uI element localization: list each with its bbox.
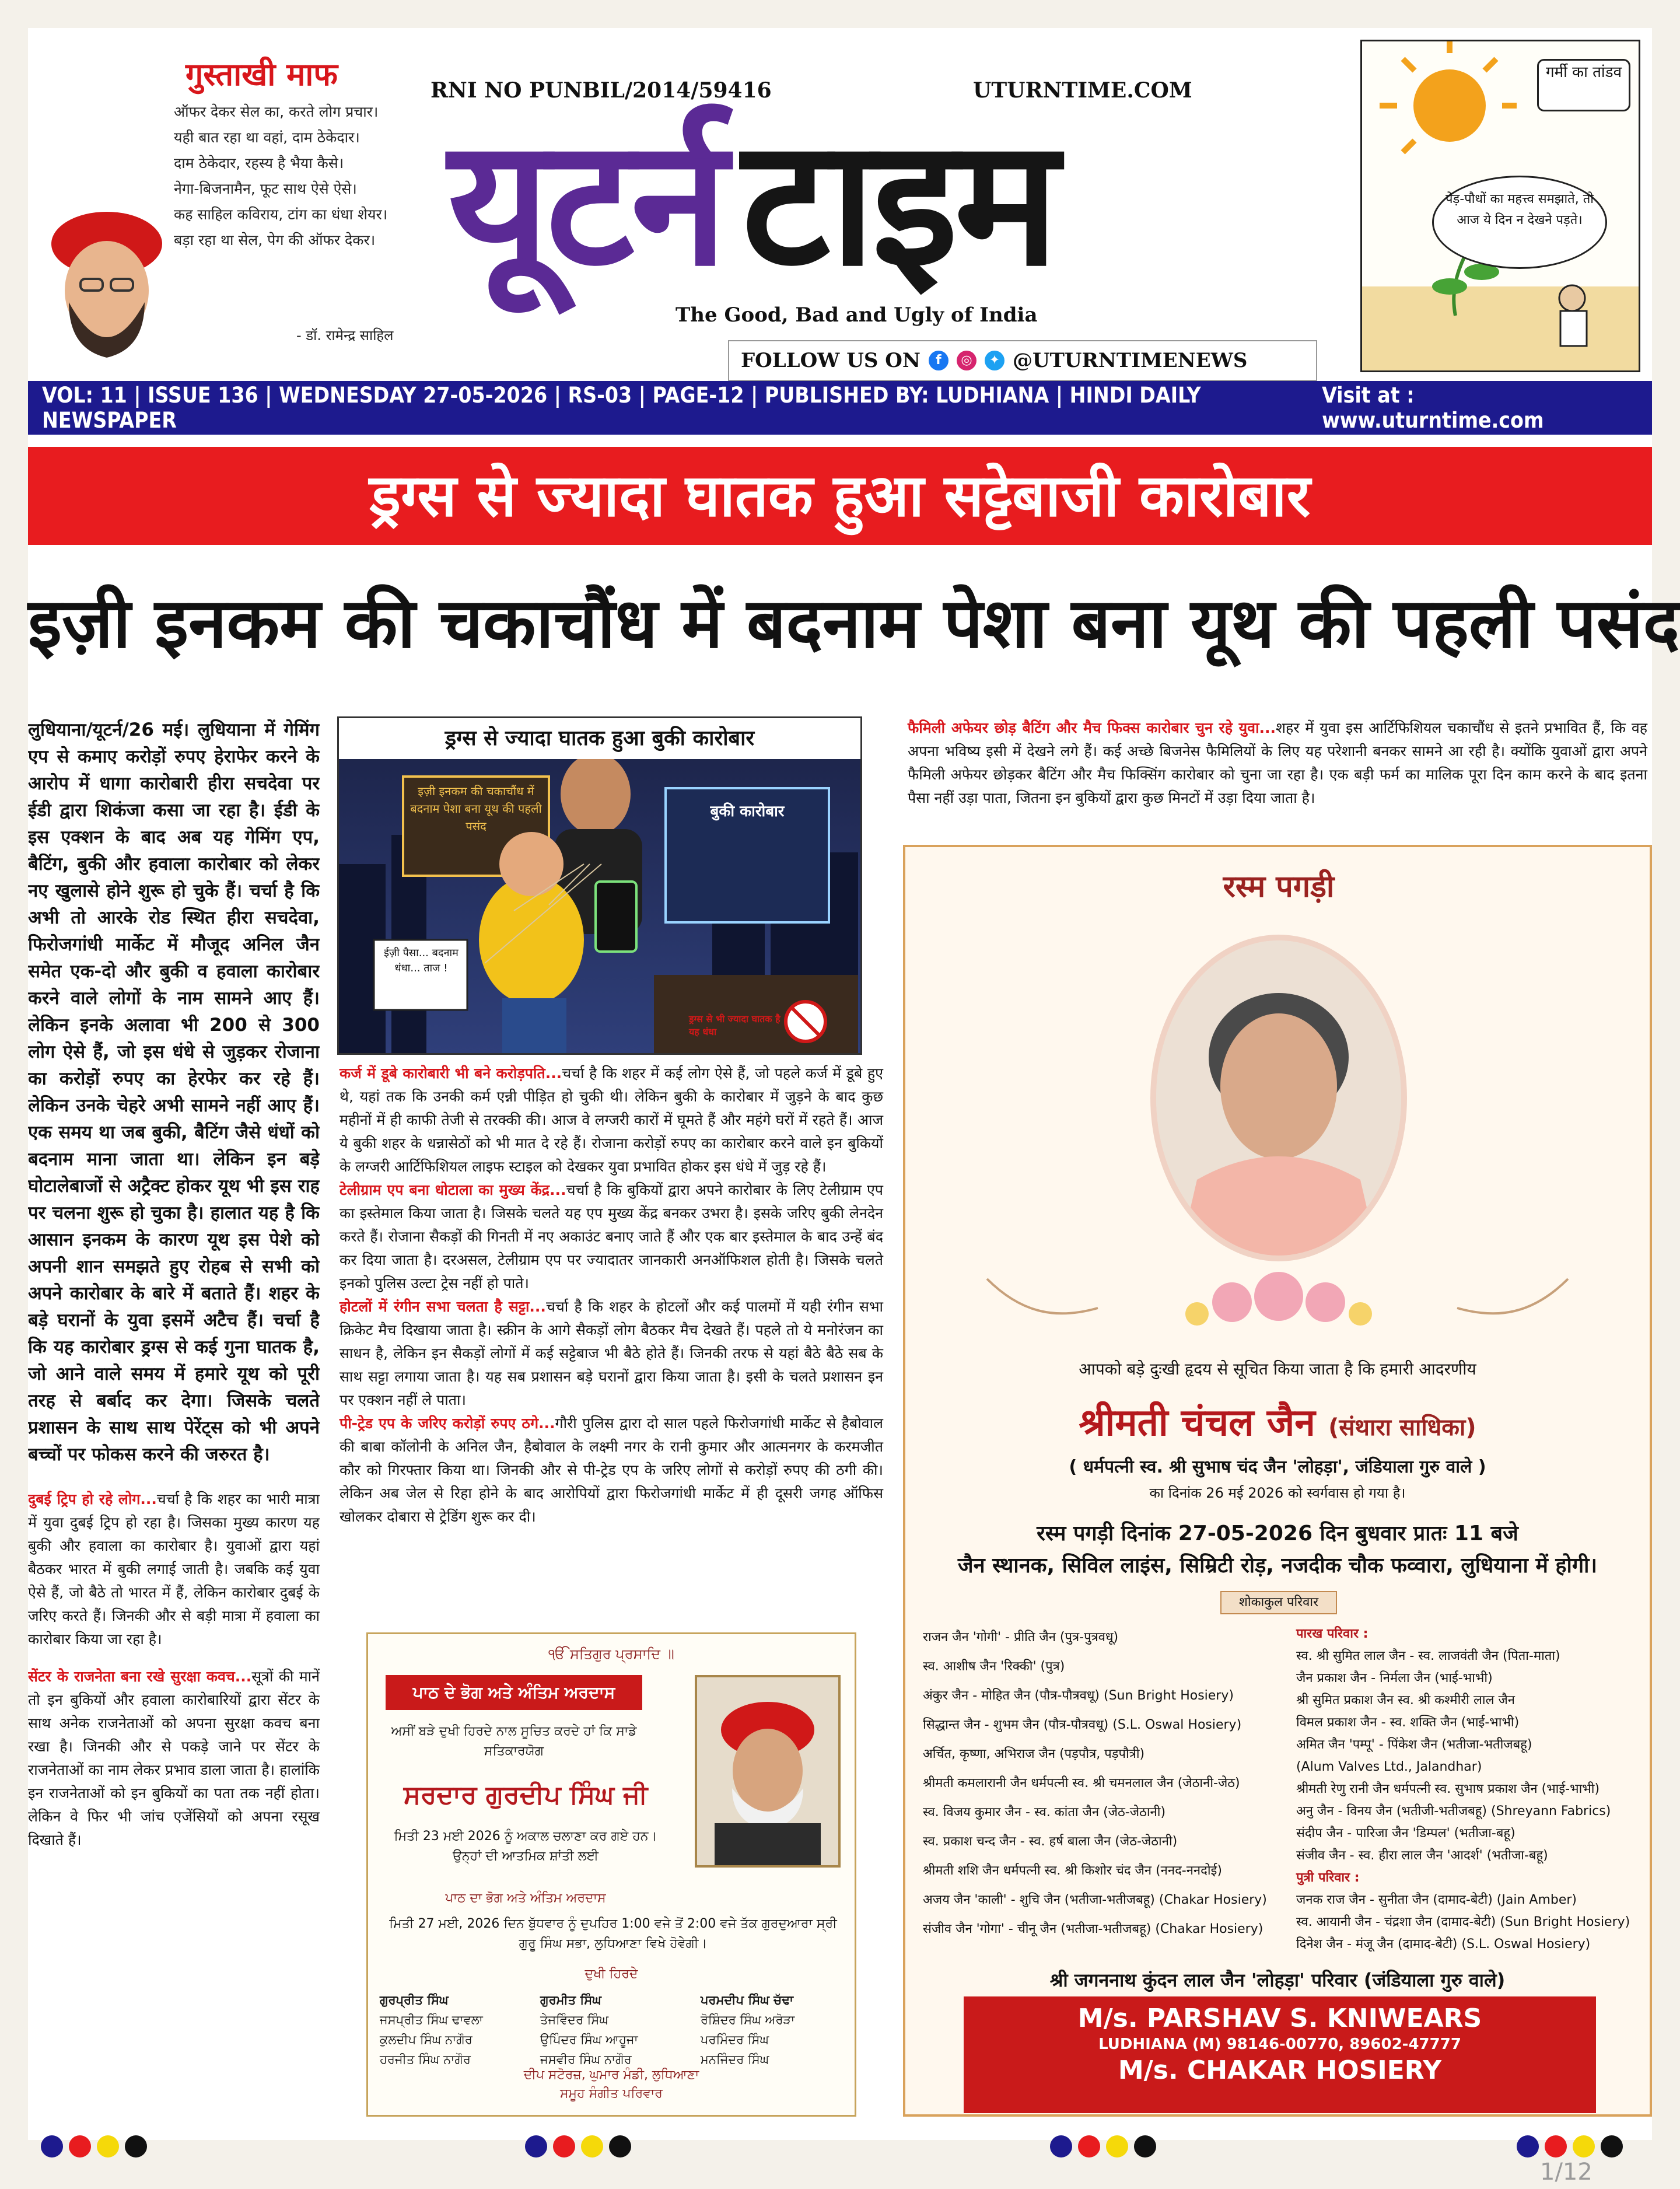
ad-family-names <box>380 1990 846 2069</box>
ad-ceremony-time: रस्म पगड़ी दिनांक 27-05-2026 दिन बुधवार प्रातः 11 बजे <box>1037 1522 1518 1545</box>
family-member: स्व. प्रकाश चन्द जैन - स्व. हर्ष बाला जैन (जेठ-जेठानी) <box>923 1834 1178 1849</box>
deceased-photo <box>695 1675 841 1868</box>
name: ਗੁਰਪ੍ਰੀਤ ਸਿੰਘ <box>380 1993 449 2007</box>
ad-date: ਮਿਤੀ 23 ਮਈ 2026 ਨੂੰ ਅਕਾਲ ਚਲਾਣਾ ਕਰ ਗਏ ਹਨ। ਉਨ੍ਹਾਂ ਦੀ ਆਤਮਿਕ ਸ਼ਾਂਤੀ ਲਈ <box>394 1829 657 1863</box>
name: ਜਸਪ੍ਰੀਤ ਸਿੰਘ ਢਾਵਲਾ <box>380 2013 483 2027</box>
verse-line: यही बात रहा था वहां, दाम ठेकेदार। <box>174 129 360 146</box>
cartoon-title: गर्मी का तांडव <box>1537 59 1630 111</box>
rni-number: RNI NO PUNBIL/2014/59416 <box>430 78 772 103</box>
ad-title: रस्म पगड़ी <box>1223 869 1335 904</box>
family-member: अमित जैन 'पम्पू' - पिंकेश जैन (भतीजा-भतीजबहू) <box>1296 1737 1532 1752</box>
logo-part-1: यूटर्न <box>448 101 724 305</box>
sponsor-contact: LUDHIANA (M) 98146-00770, 89602-47777 <box>1098 2036 1461 2053</box>
newspaper-page <box>28 28 1680 2140</box>
editorial-cartoon <box>1360 40 1640 372</box>
follow-bar <box>728 340 1317 381</box>
issue-info: VOL: 11 | ISSUE 136 | WEDNESDAY 27-05-2026 | RS-03 | PAGE-12 | PUBLISHED BY: LUDHIANA | HINDI DAILY NEWSPAPER <box>42 383 1201 433</box>
reg-dot <box>1545 2135 1567 2157</box>
subhead: कर्ज में डूबे कारोबारी भी बने करोड़पति... <box>340 1065 562 1082</box>
ad-bhog-details: ਮਿਤੀ 27 ਮਈ, 2026 ਦਿਨ ਬੁੱਧਵਾਰ ਨੂੰ ਦੁਪਹਿਰ 1:00 ਵਜੇ ਤੋਂ 2:00 ਵਜੇ ਤੱਕ ਗੁਰਦੁਆਰਾ ਸ੍ਰੀ ਗੁਰੂ ਸਿੰਘ ਸਭਾ, ਲੁਧਿਆਣਾ ਵਿਖੇ ਹੋਵੇਗੀ। <box>389 1917 837 1951</box>
article-paragraph <box>28 1665 320 1852</box>
ad-sponsor-band <box>964 1996 1596 2113</box>
family-member: विमल प्रकाश जैन - स्व. शक्ति जैन (भाई-भाभी) <box>1296 1715 1520 1730</box>
reg-dot <box>581 2135 603 2157</box>
family-member: स्व. आयानी जैन - चंद्रशा जैन (दामाद-बेटी) (Sun Bright Hosiery) <box>1296 1915 1630 1929</box>
family-member: संजीव जैन 'गोगा' - चीनू जैन (भतीजा-भतीजबहू) (Chakar Hosiery) <box>923 1922 1264 1936</box>
family-member: अंकुर जैन - मोहित जैन (पौत्र-पौत्रवधू) (Sun Bright Hosiery) <box>923 1688 1234 1703</box>
deceased-portrait <box>1156 940 1401 1256</box>
family-member: स्व. श्री सुमित लाल जैन - स्व. लाजवंती जैन (पिता-माता) <box>1296 1649 1560 1663</box>
ad-death-date: का दिनांक 26 मई 2026 को स्वर्गवास हो गया है। <box>1149 1485 1406 1501</box>
family-member: सिद्धान्त जैन - शुभम जैन (पौत्र-पौत्रवधू) (S.L. Oswal Hosiery) <box>923 1718 1242 1732</box>
site-url-top[interactable]: UTURNTIME.COM <box>973 78 1192 103</box>
name: ਉਪਿੰਦਰ ਸਿੰਘ ਆਹੂਜਾ <box>540 2033 638 2047</box>
twitter-icon[interactable]: ✦ <box>985 351 1005 370</box>
obituary-ad-punjabi <box>366 1632 856 2117</box>
subhead: फैमिली अफेयर छोड़ बैटिंग और मैच फिक्स कारोबार चुन रहे युवा... <box>908 719 1276 736</box>
reg-dot <box>525 2135 547 2157</box>
name: ਰੋਸ਼ਿੰਦਰ ਸਿੰਘ ਅਰੋੜਾ <box>701 2013 795 2027</box>
registration-marks <box>41 2135 147 2157</box>
column-author: - डॉ. रामेन्द्र साहिल <box>296 327 394 344</box>
article-paragraph <box>340 1179 883 1295</box>
name: ਪਰਮਿੰਦਰ ਸਿੰਘ <box>701 2033 769 2047</box>
illustration-title: ड्रग्स से ज्यादा घातक हुआ बुकी कारोबार <box>339 718 860 759</box>
article-illustration <box>337 716 862 1055</box>
gustakhi-column <box>40 51 436 355</box>
column-verse <box>174 99 436 253</box>
family-member: स्व. आशीष जैन 'रिक्की' (पुत्र) <box>923 1659 1065 1674</box>
ad-invocation: ੴ ਸਤਿਗੁਰ ਪ੍ਰਸਾਦਿ ॥ <box>548 1646 674 1662</box>
ad-note: ਪਾਠ ਦਾ ਭੋਗ ਅਤੇ ਅੰਤਿਮ ਅਰਦਾਸ <box>445 1891 606 1905</box>
family-member: (Alum Valves Ltd., Jalandhar) <box>1296 1760 1482 1774</box>
ad-relation: ( धर्मपत्नी स्व. श्री सुभाष चंद जैन 'लोहड़ा', जंडियाला गुरु वाले ) <box>1069 1457 1486 1477</box>
kicker-headline: ड्रग्स से ज्यादा घातक हुआ सट्टेबाजी कारोबार <box>28 447 1652 545</box>
family-member: संजीव जैन - स्व. हीरा लाल जैन 'आदर्श' (भतीजा-बहू) <box>1296 1848 1548 1863</box>
illustration-warning: ड्रग्स से भी ज्यादा घातक है यह धंधा <box>689 1013 780 1037</box>
ad-deceased-name <box>905 1396 1650 1446</box>
page-number: 1/12 <box>1540 2159 1592 2185</box>
reg-dot <box>97 2135 119 2157</box>
reg-dot <box>1078 2135 1100 2157</box>
name: ਮਨਜਿੰਦਰ ਸਿੰਘ <box>701 2052 769 2066</box>
visit-site[interactable]: Visit at : www.uturntime.com <box>1322 383 1544 433</box>
family-member: स्व. विजय कुमार जैन - स्व. कांता जैन (जेठ-जेठानी) <box>923 1805 1166 1820</box>
illustration-caption: इज़ी इनकम की चकाचौंध में बदनाम पेशा बना यूथ की पहली पसंद <box>410 784 542 833</box>
family-member: अनु जैन - विनय जैन (भतीजी-भतीजबहू) (Shreyann Fabrics) <box>1296 1804 1611 1819</box>
subhead: पी-ट्रेड एप के जरिए करोड़ों रुपए ठगे... <box>340 1415 555 1432</box>
instagram-icon[interactable]: ◎ <box>957 351 977 370</box>
verse-line: ऑफर देकर सेल का, करते लोग प्रचार। <box>174 103 379 120</box>
family-member: अर्चित, कृष्णा, अभिराज जैन (पड़पौत्र, पड़पौत्री) <box>923 1747 1145 1761</box>
paragraph-text: शहर में युवा इस आर्टिफिशियल चकाचौंध से इतने प्रभावित हैं, कि वह अपना भविष्य इसी में देखने लगे हैं। कई अच्छे बिजनेस फैमिलियों के लिए यह परेशानी बनकर सामने आ रही है। क्योंकि युवाओं द्वारा अपने फैमिली अफेयर छोड़कर बैटिंग और मैच फिक्सिंग कारोबार को चुना जा रहा है। एक बड़ी फर्म का मालिक पूरा दिन काम करने के बाद इतना पैसा नहीं उड़ा पाता, जितना इन बुकियों द्वारा कुछ मिनटों में उड़ा दिया जाता है। <box>908 719 1647 806</box>
column-title: गुस्ताखी माफ <box>186 56 338 93</box>
newspaper-logo <box>448 101 1335 314</box>
ad-grieving-label: ਦੁਖੀ ਹਿਰਦੇ <box>584 1967 638 1981</box>
family-member: श्रीमती शशि जैन धर्मपत्नी स्व. श्री किशोर चंद जैन (ननद-ननदोई) <box>923 1863 1222 1878</box>
family-heading: पारख परिवार : <box>1296 1627 1368 1641</box>
reg-dot <box>1573 2135 1595 2157</box>
verse-line: दाम ठेकेदार, रहस्य है भैया कैसे। <box>174 155 344 172</box>
issue-info-strip <box>28 381 1652 435</box>
reg-dot <box>1134 2135 1156 2157</box>
reg-dot <box>125 2135 147 2157</box>
subhead: टेलीग्राम एप बना धोटाला का मुख्य केंद्र... <box>340 1181 566 1198</box>
floral-decoration <box>905 1244 1650 1372</box>
family-member: संदीप जैन - पारिजा जैन 'डिम्पल' (भतीजा-बहू) <box>1296 1826 1516 1841</box>
illustration-art <box>339 718 860 1053</box>
deceased-photo-frame <box>1150 935 1407 1261</box>
ad-band: ਪਾਠ ਦੇ ਭੋਗ ਅਤੇ ਅੰਤਿਮ ਅਰਦਾਸ <box>386 1675 642 1710</box>
article-body-main: लुधियाना/यूटर्न/26 मई। लुधियाना में गेमिंग एप से कमाए करोड़ों रुपए हेराफेर करने के आरोप में धागा कारोबारी हीरा सचदेवा पर ईडी द्वारा शिकंजा कसा जा रहा है। ईडी के इस एक्शन के बाद अब यह गेमिंग एप, बैटिंग, बुकी और हवाला कारोबार को लेकर नए खुलासे होने शुरू हो चुके हैं। चर्चा है कि अभी तो आरके रोड स्थित हीरा सचदेवा, फिरोजगांधी मार्केट में मौजूद अनिल जैन समेत एक-दो और बुकी व हवाला कारोबार करने वाले लोगों के नाम सामने आए हैं। लेकिन इनके अलावा भी 200 से 300 लोग ऐसे हैं, जो इस धंधे से जुड़कर रोजाना का करोड़ों रुपए का हेरफेर कर रहे हैं। लेकिन उनके चेहरे अभी सामने नहीं आए हैं। एक समय था जब बुकी, बैटिंग जैसे धंधों को बदनाम माना जाता था। लेकिन इन बड़े घोटालेबाजों से अट्रैक्ट होकर यूथ भी इस राह पर चलना शुरू हो चुका है। हालात यह है कि आसान इनकम के कारण यूथ इस पेशे को अपनी शान समझते हुए रोहब से सभी को अपने कारोबार के बारे में बताते हैं। शहर के बड़े घरानों के युवा इसमें अटैच हैं। चर्चा है कि यह कारोबार ड्रग्स से कई गुना घातक है, जो आने वाले समय में हमारे यूथ को पूरी तरह से बर्बाद कर देगा। जिसके चलते प्रशासन के साथ साथ पेरेंट्स को भी अपने बच्चों पर फोकस करने की जरुरत है। <box>28 719 320 1465</box>
paragraph-text: चर्चा है कि शहर का भारी मात्रा में युवा दुबई ट्रिप हो रहा है। जिसका मुख्य कारण यह बुकी और हवाला का कारोबार है। युवाओं द्वारा यहां बैठकर भारत में बुकी लगाई जाती है। जबकि कई युवा ऐसे हैं, जो बैठे तो भारत में हैं, लेकिन कारोबार दुबई के जरिए करते हैं। जिनकी और से बड़ी मात्रा में हवाला का कारोबार किया जा रहा है। <box>28 1491 320 1648</box>
article-paragraph <box>340 1062 883 1179</box>
sponsor-firm: M/s. PARSHAV S. KNIWEARS <box>1077 2003 1482 2033</box>
paragraph-text: चर्चा है कि बुकियों द्वारा अपने कारोबार के लिए टेलीग्राम एप का इस्तेमाल किया जाता है। जिसके चलते यह एप मुख्य केंद्र बनकर उभरा है। इसके जरिए बुकी लेनदेन करते हैं। रोजाना सैकड़ों की गिनती में नए अकाउंट बनाए जाते हैं और एक बार इस्तेमाल के बाद उन्हें बंद कर दिया जाता है। दरअसल, टेलीग्राम एप पर ज्यादातर जानकारी अनऑफिशल होती है। जिसके चलते इनको पुलिस उल्टा ट्रेस नहीं हो पाते। <box>340 1181 883 1292</box>
reg-dot <box>69 2135 91 2157</box>
family-member: जनक राज जैन - सुनीता जैन (दामाद-बेटी) (Jain Amber) <box>1296 1893 1577 1907</box>
deceased-name: श्रीमती चंचल जैन <box>1079 1401 1315 1445</box>
family-member: श्रीमती कमलारानी जैन धर्मपत्नी स्व. श्री चमनलाल जैन (जेठानी-जेठ) <box>923 1776 1240 1791</box>
illustration-sign: ईज़ी पैसा... बदनाम धंधा... ताज ! <box>384 947 459 974</box>
name: ਜਸਵੀਰ ਸਿੰਘ ਨਾਗੌਰ <box>540 2052 632 2066</box>
family-member: श्रीमती रेणु रानी जैन धर्मपत्नी स्व. सुभाष प्रकाश जैन (भाई-भाभी) <box>1296 1782 1600 1796</box>
ad-venue: जैन स्थानक, सिविल लाइंस, सिम्रिटी रोड़, नजदीक चौक फव्वारा, लुधियाना में होगी। <box>957 1554 1598 1578</box>
ad-family-name: श्री जगननाथ कुंदन लाल जैन 'लोहड़ा' परिवार (जंडियाला गुरु वाले) <box>1049 1969 1506 1991</box>
family-heading: पुत्री परिवार : <box>1296 1870 1360 1885</box>
follow-label: FOLLOW US ON <box>741 349 921 372</box>
reg-dot <box>41 2135 63 2157</box>
facebook-icon[interactable]: f <box>929 351 949 370</box>
paragraph-text: चर्चा है कि शहर के होटलों और कई पालमों में यही रंगीन सभा क्रिकेट मैच दिखाया जाता है। स्क्रीन के आगे सैकड़ों लोग बैठकर मैच देखते हैं। पहले तो ये मनोरंजन का साधन है, लेकिन इन सैकड़ों लोगों में कई सट्टेबाज भी बैठे होते हैं। जिनकी तरफ से यहां बैठे बैठे सब के साथ सट्टा लगाया जाता है। यह सब प्रशासन बड़े घरानों द्वारा किया जाता है। इसी के चलते प्रशासन इन पर एक्शन नहीं ले पाता। <box>340 1298 884 1408</box>
article-paragraph <box>340 1412 883 1529</box>
article-continued <box>331 1055 891 1529</box>
family-member: अजय जैन 'काली' - शुचि जैन (भतीजा-भतीजबहू) (Chakar Hosiery) <box>923 1893 1267 1907</box>
family-member: श्री सुमित प्रकाश जैन स्व. श्री कश्मीरी लाल जैन <box>1296 1693 1516 1708</box>
column-left <box>28 716 320 2128</box>
family-list-right <box>1296 1623 1640 1956</box>
verse-line: नेगा-बिजनामैन, फूट साथ ऐसे ऐसे। <box>174 180 357 197</box>
column-middle <box>331 716 891 2128</box>
masthead <box>28 28 1652 378</box>
ad-footer: ਦੀਪ ਸਟੋਰਜ਼, ਘੁਮਾਰ ਮੰਡੀ, ਲੁਧਿਆਣਾ ਸਮੂਹ ਸੰਗੀਤ ਪਰਿਵਾਰ <box>523 2068 699 2101</box>
reg-dot <box>1601 2135 1623 2157</box>
logo-part-2: टाइम <box>741 101 1056 305</box>
name: ਗੁਰਮੀਤ ਸਿੰਘ <box>540 1993 601 2007</box>
registration-marks <box>1050 2135 1156 2157</box>
rasam-pagdi-ad <box>903 845 1652 2117</box>
sponsor-firm: M/s. CHAKAR HOSIERY <box>1118 2055 1442 2085</box>
tagline: The Good, Bad and Ugly of India <box>676 303 1038 327</box>
article-paragraph <box>28 1488 320 1651</box>
reg-dot <box>1517 2135 1539 2157</box>
verse-line: बड़ा रहा था सेल, पेग की ऑफर देकर। <box>174 232 376 249</box>
name: ਕੁਲਦੀਪ ਸਿੰਘ ਨਾਗੌਰ <box>380 2033 473 2047</box>
subhead: सेंटर के राजनेता बना रखे सुरक्षा कवच... <box>28 1668 252 1685</box>
family-member: जैन प्रकाश जैन - निर्मला जैन (भाई-भाभी) <box>1296 1671 1493 1686</box>
reg-dot <box>1106 2135 1128 2157</box>
name-column <box>540 1990 686 2069</box>
reg-dot <box>609 2135 631 2157</box>
paragraph-text: सूत्रों की मानें तो इन बुकियों और हवाला कारोबारियों द्वारा सेंटर के साथ अनेक राजनेताओं को अपना सुरक्षा कवच बना रखा है। जिनकी और से पकड़े जाने पर सेंटर के राजनेताओं का नाम लेकर प्रभाव डाला जाता है। हालांकि इन राजनेताओं को इन बुकियों का पता तक नहीं होता। लेकिन वे फिर भी जांच एजेंसियों को अपना रसूख दिखाते हैं। <box>28 1668 320 1848</box>
name: ਹਰਜੀਤ ਸਿੰਘ ਨਾਗੌਰ <box>380 2052 471 2066</box>
social-handle[interactable]: @UTURNTIMENEWS <box>1012 349 1248 372</box>
name-column <box>701 1990 846 2069</box>
subhead: होटलों में रंगीन सभा चलता है सट्टा... <box>340 1298 546 1315</box>
subhead: दुबई ट्रिप हो रहे लोग... <box>28 1491 157 1508</box>
article-paragraph <box>340 1295 883 1412</box>
family-member: दिनेश जैन - मंजू जैन (दामाद-बेटी) (S.L. Oswal Hosiery) <box>1296 1937 1591 1952</box>
name-suffix: (संथारा साधिका) <box>1328 1414 1476 1441</box>
paragraph-text: चर्चा है कि शहर में कई लोग ऐसे हैं, जो पहले कर्ज में डूबे हुए थे, यहां तक कि उनकी कर्म एन्नी पीड़ित हो चुकी थी। लेकिन बुकी के कारोबार में जुड़ने के बाद कुछ महीनों में ही काफी तेजी से तरक्की की। आज वे लग्जरी कारों में घूमते हैं और महंगे घरों में रहते हैं। आज ये बुकी शहर के धन्नासेठों को भी मात दे रहे हैं। रोजाना करोड़ों रुपए का कारोबार करने वाले इन बुकियों के लग्जरी आर्टिफिशियल लाइफ स्टाइल को देखकर युवा प्रभावित होकर इस धंधे में जुड़ रहे हैं। <box>340 1065 883 1175</box>
illustration-board: बुकी कारोबार <box>710 803 785 820</box>
cartoon-speech-bubble: पेड़-पौधों का महत्त्व समझाते, तो आज ये दिन न देखने पड़ते। <box>1432 176 1607 269</box>
reg-dot <box>1050 2135 1072 2157</box>
ad-grieving-label: शोकाकुल परिवार <box>1220 1591 1337 1614</box>
columnist-avatar <box>46 203 168 361</box>
reg-dot <box>553 2135 575 2157</box>
registration-marks <box>1517 2135 1623 2157</box>
ad-intro: ਅਸੀਂ ਬੜੇ ਦੁਖੀ ਹਿਰਦੇ ਨਾਲ ਸੂਚਿਤ ਕਰਦੇ ਹਾਂ ਕਿ ਸਾਡੇ ਸਤਿਕਾਰਯੋਗ <box>391 1724 637 1758</box>
verse-line: कह साहिल कविराय, टांग का धंधा शेयर। <box>174 206 388 223</box>
family-member: राजन जैन 'गोगी' - प्रीति जैन (पुत्र-पुत्रवधू) <box>923 1630 1119 1645</box>
main-headline: इज़ी इनकम की चकाचौंध में बदनाम पेशा बना यूथ की पहली पसंद <box>28 583 1680 663</box>
registration-marks <box>525 2135 631 2157</box>
paragraph-text: गौरी पुलिस द्वारा दो साल पहले फिरोजगांधी मार्केट से हैबोवाल की बाबा कॉलोनी के अनिल जैन, हैबोवाल के लक्ष्मी नगर के रानी कुमार और आत्मनगर के करमजीत कौर को गिरफ्तार किया था। जिनकी और से पी-ट्रेड एप के जरिए लोगों से करोड़ों रुपए की ठगी की। लेकिन अब जेल से रिहा होने के बाद आरोपियों द्वारा फिरोजगांधी मार्केट में ही दूसरी जगह ऑफिस खोलकर दोबारा से ट्रेडिंग शुरू कर दी। <box>340 1415 883 1525</box>
name: ਤੇਜਵਿੰਦਰ ਸਿੰਘ <box>540 2013 609 2027</box>
column-right <box>903 716 1652 2128</box>
name-column <box>380 1990 526 2069</box>
ad-notice: आपको बड़े दुःखी हृदय से सूचित किया जाता है कि हमारी आदरणीय <box>1079 1359 1476 1379</box>
family-list-left <box>923 1623 1273 1944</box>
name: ਪਰਮਦੀਪ ਸਿੰਘ ਚੱਢਾ <box>701 1993 794 2007</box>
article-paragraph <box>903 716 1652 810</box>
ad-deceased-name: ਸਰਦਾਰ ਗੁਰਦੀਪ ਸਿੰਘ ਜੀ <box>403 1780 648 1810</box>
